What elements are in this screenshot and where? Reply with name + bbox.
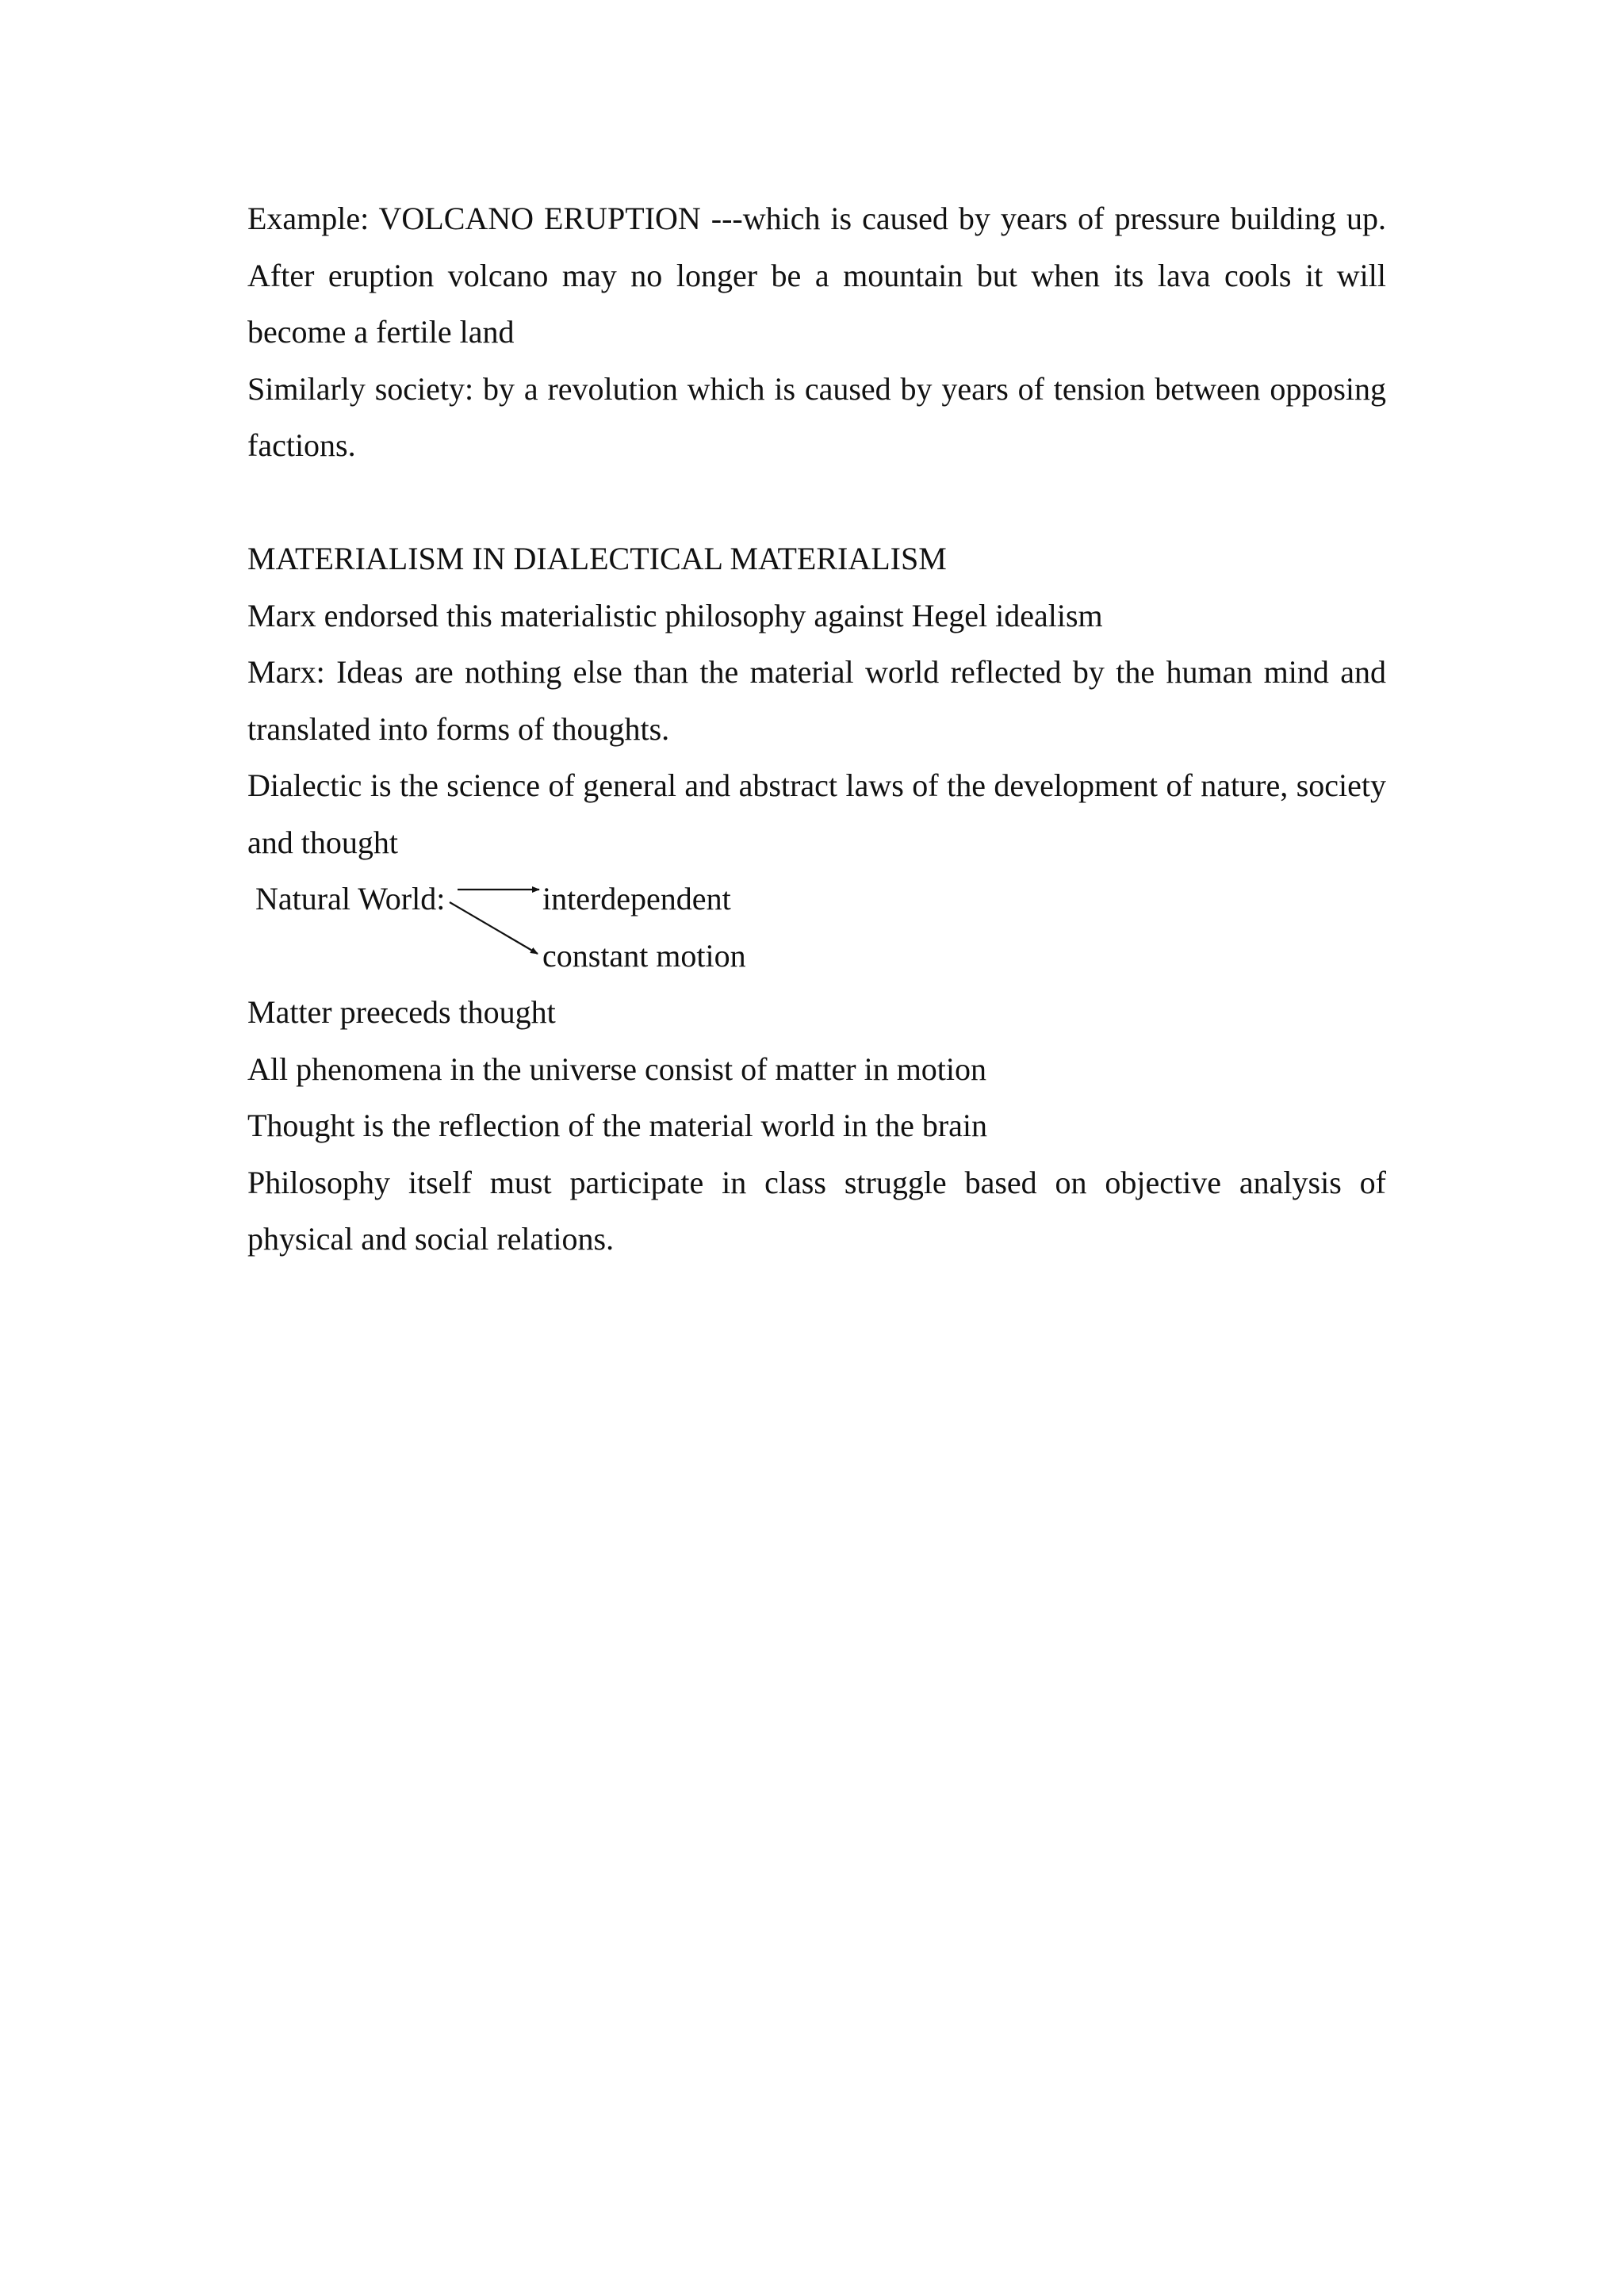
natural-world-item-constant-motion: constant motion — [542, 937, 746, 974]
marx-ideas-paragraph: Marx: Ideas are nothing else than the material world reflected by the human mind and translated into forms of thoughts. — [247, 654, 1386, 747]
thought-reflection-line: Thought is the reflection of the material world in the brain — [247, 1108, 988, 1143]
natural-world-diagram — [247, 871, 1386, 984]
marx-endorsed-line: Marx endorsed this materialistic philosophy against Hegel idealism — [247, 597, 1103, 633]
arrow-to-constant-motion — [450, 902, 538, 954]
volcano-example-paragraph: Example: VOLCANO ERUPTION ---which is caused by years of pressure building up. After eruption volcano may no longer be a mountain but when its lava cools it will become a fertile land — [247, 201, 1386, 350]
natural-world-label: Natural World: — [255, 881, 446, 916]
dialectic-definition-paragraph: Dialectic is the science of general and abstract laws of the development of nature, society and thought — [247, 767, 1386, 860]
document-body — [247, 190, 1386, 1268]
section-heading: MATERIALISM IN DIALECTICAL MATERIALISM — [247, 541, 947, 576]
phenomena-matter-line: All phenomena in the universe consist of matter in motion — [247, 1050, 987, 1087]
natural-world-item-interdependent: interdependent — [542, 881, 731, 916]
society-revolution-paragraph: Similarly society: by a revolution which is caused by years of tension between opposing factions. — [247, 370, 1386, 463]
paragraph-spacer — [247, 474, 1386, 531]
matter-precedes-thought-line: Matter preeceds thought — [247, 994, 556, 1030]
philosophy-class-struggle-paragraph: Philosophy itself must participate in class struggle based on objective analysis of physical and social relations. — [247, 1164, 1386, 1257]
